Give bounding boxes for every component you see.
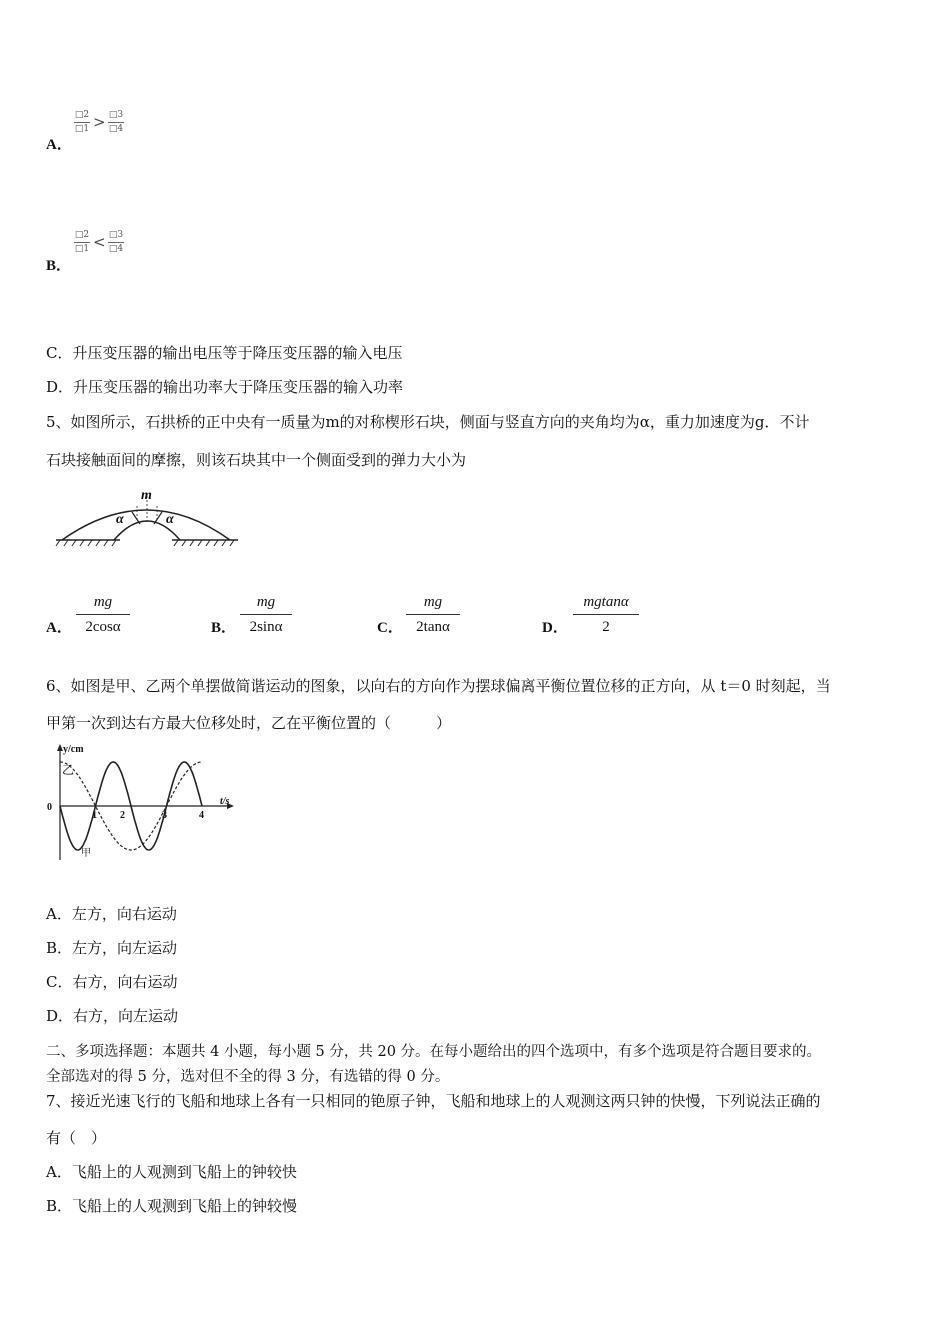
section2-heading-line2: 全部选对的得 5 分，选对但不全的得 3 分，有选错的得 0 分。 [46,1069,450,1085]
q5-option-c-label: C． [377,620,403,636]
q5-arch-bridge-figure [52,484,242,550]
fraction-numerator: mg [423,594,443,610]
q5-option-d-fraction [573,592,639,637]
q5-option-d-label: D． [542,620,568,636]
fraction-denominator: □4 [108,124,124,134]
q4-option-c: C．升压变压器的输出电压等于降压变压器的输入电压 [46,344,403,362]
q5-stem-line2: 石块接触面间的摩擦，则该石块其中一个侧面受到的弹力大小为 [46,451,467,469]
fraction-denominator: 2 [602,619,610,635]
fraction-numerator: □3 [108,110,124,120]
fraction-denominator: □4 [108,244,124,254]
q6-option-b: B．左方，向左运动 [46,939,178,957]
q5-stem-line1: 5、如图所示，石拱桥的正中央有一质量为m的对称楔形石块，侧面与竖直方向的夹角均为α，重力加速度为g．不计 [46,413,810,431]
fraction-denominator: □1 [74,124,90,134]
q6-stem-line2: 甲第一次到达右方最大位移处时，乙在平衡位置的（ ） [46,714,452,732]
q7-option-b: B．飞船上的人观测到飞船上的钟较慢 [46,1197,298,1215]
origin-label: 0 [47,802,52,813]
q4-a-rhs-fraction [108,110,124,135]
q5-option-c-fraction [406,592,460,637]
q6-option-c: C．右方，向右运动 [46,973,178,991]
q5-option-b-fraction [240,592,292,637]
tick-label-2: 2 [120,810,125,821]
option-label: A． [46,137,72,153]
q4-b-lhs-fraction [74,230,90,255]
q7-stem-line2: 有（ ） [46,1129,107,1147]
q6-stem-line1: 6、如图是甲、乙两个单摆做简谐运动的图象，以向右的方向作为摆球偏离平衡位置位移的正方向，从 t＝0 时刻起，当 [46,677,831,695]
fraction-denominator: 2cosα [85,619,121,635]
tick-label-3: 3 [162,810,167,821]
fraction-numerator: mgtanα [583,594,629,610]
q5-option-b-label: B． [211,620,237,636]
q4-a-operator: > [93,113,106,131]
tick-label-1: 1 [92,810,97,821]
option-label: B． [46,258,72,274]
q4-b-rhs-fraction [108,230,124,255]
fraction-denominator: 2sinα [249,619,283,635]
fraction-numerator: mg [93,594,113,610]
q6-option-d: D．右方，向左运动 [46,1007,179,1025]
fraction-denominator: □1 [74,244,90,254]
tick-label-4: 4 [199,810,204,821]
angle-label-left: α [116,512,124,527]
mass-label: m [141,488,152,503]
q4-option-a [46,133,72,154]
fraction-numerator: □3 [108,230,124,240]
fraction-numerator: □2 [74,110,90,120]
q6-option-a: A．左方，向右运动 [46,905,177,923]
fraction-denominator: 2tanα [416,619,450,635]
section2-heading-line1: 二、多项选择题：本题共 4 小题，每小题 5 分，共 20 分。在每小题给出的四个选项中，有多个选项是符合题目要求的。 [46,1044,822,1060]
y-axis-label: y/cm [63,744,84,755]
fraction-numerator: □2 [74,230,90,240]
q6-pendulum-graph [44,742,240,866]
curve-label-jia: 甲 [81,848,91,859]
q4-b-operator: < [93,233,106,251]
fraction-numerator: mg [256,594,276,610]
q4-a-lhs-fraction [74,110,90,135]
q4-option-b [46,254,71,275]
q7-option-a: A．飞船上的人观测到飞船上的钟较快 [46,1163,297,1181]
q4-option-d: D．升压变压器的输出功率大于降压变压器的输入功率 [46,378,404,396]
x-axis-label: t/s [220,796,230,807]
curve-label-yi: 乙 [62,763,75,777]
q7-stem-line1: 7、接近光速飞行的飞船和地球上各有一只相同的铯原子钟，飞船和地球上的人观测这两只钟的快慢，下列说法正确的 [46,1092,821,1110]
q5-option-a-label: A． [46,620,72,636]
angle-label-right: α [166,512,174,527]
q5-option-a-fraction [76,592,130,637]
